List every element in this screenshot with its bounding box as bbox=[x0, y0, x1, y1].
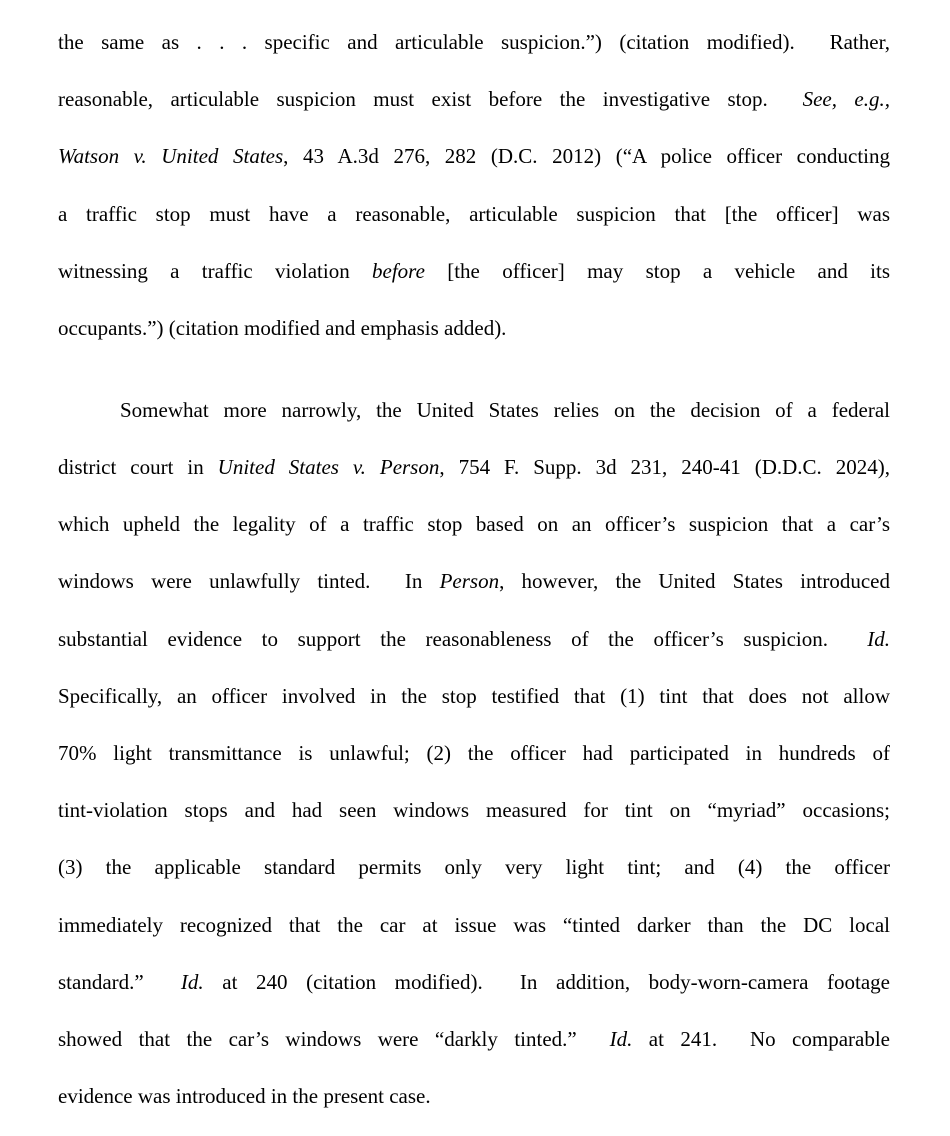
text-run: Specifically, an officer involved in the stop testified that (1) tint that does not allow bbox=[58, 683, 890, 708]
text-run: evidence was introduced in the present case. bbox=[58, 1084, 431, 1109]
paragraph bbox=[58, 14, 890, 357]
text-line bbox=[58, 243, 890, 300]
text-line bbox=[58, 611, 890, 668]
text-run: which upheld the legality of a traffic stop based on an officer’s suspicion that a car’s bbox=[58, 512, 890, 537]
text-run: , however, the United States introduced bbox=[499, 569, 890, 594]
text-line bbox=[58, 553, 890, 610]
italic-text-run: Person bbox=[439, 569, 500, 594]
text-line bbox=[58, 1068, 890, 1125]
text-run: occupants.”) (citation modified and emphasis added). bbox=[58, 315, 507, 340]
italic-text-run: United States v. Person bbox=[217, 455, 440, 480]
italic-text-run: Id. bbox=[867, 626, 890, 651]
text-run: at 241. No comparable bbox=[632, 1026, 890, 1051]
italic-text-run: Id. bbox=[609, 1026, 633, 1051]
text-line bbox=[58, 954, 890, 1011]
text-line bbox=[58, 1011, 890, 1068]
text-line bbox=[58, 782, 890, 839]
text-run: showed that the car’s windows were “darkly tinted.” bbox=[58, 1026, 610, 1051]
text-line bbox=[58, 128, 890, 185]
text-line bbox=[58, 897, 890, 954]
text-run: witnessing a traffic violation bbox=[58, 258, 373, 283]
text-run: (3) the applicable standard permits only very light tint; and (4) the officer bbox=[58, 855, 890, 880]
text-run: immediately recognized that the car at issue was “tinted darker than the DC local bbox=[58, 912, 890, 937]
text-line bbox=[58, 439, 890, 496]
text-run: the same as . . . specific and articulable suspicion.”) (citation modified). Rather, bbox=[58, 30, 890, 54]
text-line bbox=[58, 496, 890, 553]
text-run: reasonable, articulable suspicion must exist before the investigative stop. bbox=[58, 87, 803, 112]
paragraph bbox=[58, 382, 890, 1125]
italic-text-run: See, e.g., bbox=[802, 87, 890, 112]
text-run: 70% light transmittance is unlawful; (2) the officer had participated in hundreds of bbox=[58, 741, 890, 766]
text-line bbox=[58, 839, 890, 896]
text-run: Somewhat more narrowly, the United States relies on the decision of a federal bbox=[120, 397, 890, 422]
italic-text-run: Watson v. United States bbox=[58, 144, 284, 169]
text-line bbox=[58, 71, 890, 128]
text-line bbox=[58, 14, 890, 71]
text-line bbox=[58, 382, 890, 439]
italic-text-run: before bbox=[372, 258, 425, 283]
text-run: district court in bbox=[58, 455, 218, 480]
text-line bbox=[58, 725, 890, 782]
text-run: windows were unlawfully tinted. In bbox=[58, 569, 440, 594]
text-line bbox=[58, 300, 890, 357]
text-line bbox=[58, 186, 890, 243]
text-run: substantial evidence to support the reasonableness of the officer’s suspicion. bbox=[58, 626, 868, 651]
text-run: at 240 (citation modified). In addition, body-worn-camera footage bbox=[203, 969, 890, 994]
text-run: , 754 F. Supp. 3d 231, 240-41 (D.D.C. 2024), bbox=[439, 455, 890, 480]
text-run: , 43 A.3d 276, 282 (D.C. 2012) (“A police officer conducting bbox=[283, 144, 890, 169]
text-run: standard.” bbox=[58, 969, 181, 994]
text-run: tint-violation stops and had seen windows measured for tint on “myriad” occasions; bbox=[58, 798, 890, 823]
text-run: a traffic stop must have a reasonable, articulable suspicion that [the officer] was bbox=[58, 201, 890, 226]
text-line bbox=[58, 668, 890, 725]
italic-text-run: Id. bbox=[180, 969, 204, 994]
text-run: [the officer] may stop a vehicle and its bbox=[424, 258, 890, 283]
